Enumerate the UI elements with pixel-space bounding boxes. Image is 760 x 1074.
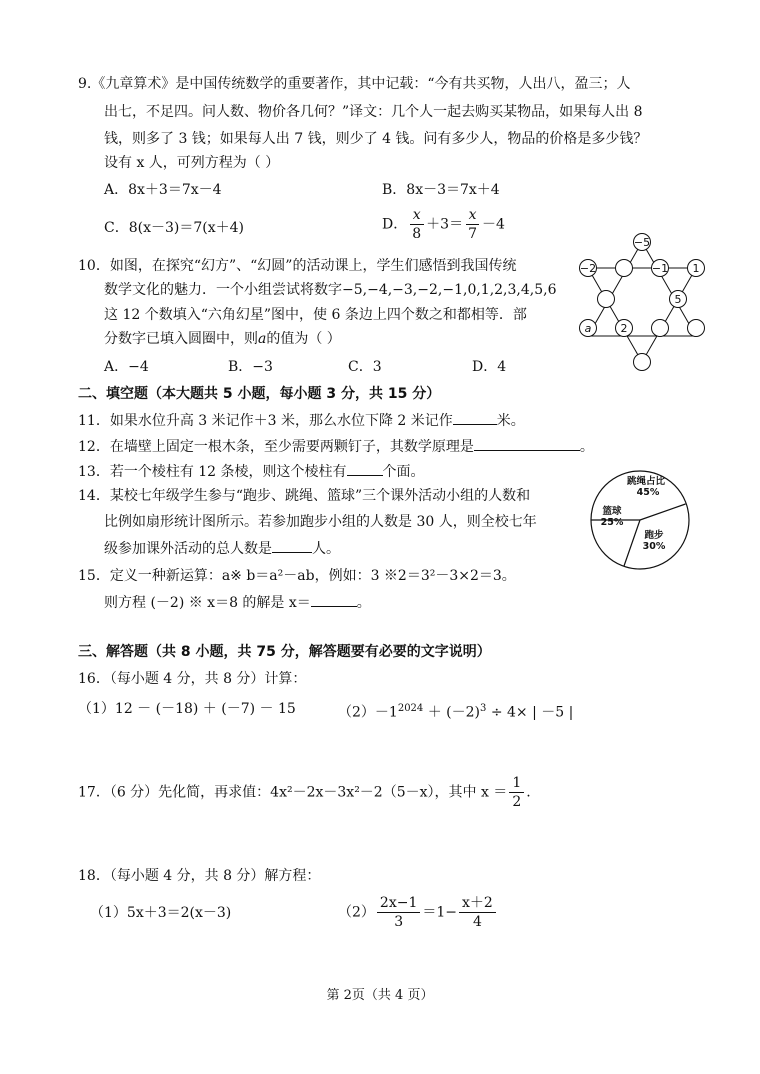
q9-line3: 钱，则多了 3 钱；如果每人出 7 钱，则少了 4 钱。问有多少人，物品的价格是多少钱？ <box>104 131 648 147</box>
fraction <box>509 774 524 811</box>
q14-line3 <box>104 538 340 559</box>
triangle-down <box>588 268 696 362</box>
text: 。 <box>356 595 371 611</box>
q15-line2 <box>104 592 371 613</box>
answer-blank[interactable] <box>474 436 580 451</box>
q10-option-b: B．−3 <box>228 359 273 375</box>
section3-heading: 三、解答题（共 8 小题，共 75 分，解答题要有必要的文字说明） <box>78 644 491 660</box>
numerator: 2x−1 <box>377 894 420 913</box>
text: ÷ 4× | －5 | <box>486 704 574 721</box>
text: 11．如果水位升高 3 米记作＋3 米，那么水位下降 2 米记作 <box>78 413 453 429</box>
text: （2）－1 <box>338 704 398 721</box>
pie-label-jumprope: 跳绳占比 <box>626 476 666 487</box>
q10-line3: 这 12 个数填入“六角幻星”图中，使 6 条边上四个数之和都相等．部 <box>104 307 527 323</box>
answer-blank[interactable] <box>311 592 357 607</box>
text: 的值为（ ） <box>266 331 341 347</box>
q9-option-d <box>382 206 505 243</box>
text: 。 <box>579 439 594 455</box>
pie-label-running: 跑步 <box>644 530 664 541</box>
text: 12．在墙壁上固定一根木条，至少需要两颗钉子，其数学原理是 <box>78 439 474 455</box>
star-label-mid: −1 <box>651 262 669 275</box>
numerator: x <box>468 207 477 223</box>
answer-blank[interactable] <box>453 410 497 425</box>
answer-blank[interactable] <box>347 461 383 476</box>
circle <box>616 260 633 277</box>
q10-option-a: A．−4 <box>104 359 149 375</box>
star-label-left: −2 <box>579 262 597 275</box>
q12 <box>78 436 594 457</box>
denominator: 3 <box>394 914 404 930</box>
denominator: 7 <box>468 226 477 242</box>
star-label-two: 2 <box>620 322 628 335</box>
q9-line4: 设有 x 人，可列方程为（ ） <box>104 155 280 171</box>
q9-option-c: C．8(x－3)＝7(x＋4) <box>104 220 244 236</box>
denominator: 8 <box>412 226 422 242</box>
page-number: 第 2页（共 4 页） <box>326 988 434 1003</box>
circle <box>598 291 615 308</box>
exponent: 2024 <box>397 703 424 714</box>
pie-value-running: 30% <box>642 541 666 552</box>
exponent: 3 <box>480 703 487 714</box>
numerator: x <box>412 207 421 223</box>
text: ＋ (－2) <box>423 704 481 721</box>
q13 <box>78 461 425 482</box>
text: 则方程 (－2) ※ x＝8 的解是 x＝ <box>104 595 311 611</box>
answer-blank[interactable] <box>272 538 312 553</box>
circle-bottom <box>634 354 651 371</box>
text: 米。 <box>496 413 525 429</box>
q16-heading: 16．（每小题 4 分，共 8 分）计算： <box>78 671 307 687</box>
fraction <box>465 206 480 243</box>
q14-line2: 比例如扇形统计图所示。若参加跑步小组的人数是 30 人，则全校七年 <box>104 514 537 530</box>
text: 人。 <box>312 541 340 557</box>
q11 <box>78 410 525 431</box>
q18-part1: （1）5x＋3＝2(x－3) <box>90 905 232 921</box>
q9-line1: 9.《九章算术》是中国传统数学的重要著作，其中记载：“今有共买物，人出八，盈三；人 <box>78 76 631 92</box>
q10-option-d: D．4 <box>472 359 507 375</box>
text: 级参加课外活动的总人数是 <box>104 541 272 557</box>
q18-heading: 18．（每小题 4 分，共 8 分）解方程： <box>78 868 321 884</box>
pie-label-basketball: 篮球 <box>602 506 622 517</box>
triangle-up <box>588 242 696 336</box>
text: 13．若一个棱柱有 12 条棱，则这个棱柱有 <box>78 464 347 480</box>
q9-option-d-label: D． <box>382 216 408 233</box>
q10-option-c: C．3 <box>348 359 382 375</box>
q10-line4 <box>104 329 341 349</box>
text: 个面。 <box>382 464 425 480</box>
expr-part: ＋3＝ <box>426 216 464 233</box>
text: . <box>526 784 531 801</box>
q17 <box>78 774 531 811</box>
q18-part2 <box>338 894 498 931</box>
fraction <box>409 206 424 243</box>
numerator: x＋2 <box>459 894 496 913</box>
q16-part2 <box>338 699 573 723</box>
denominator: 2 <box>512 794 522 810</box>
q15-line1: 15．定义一种新运算：a※ b＝a²－ab，例如：3 ※2＝3²－3×2＝3。 <box>78 568 516 584</box>
pie-value-jumprope: 45% <box>636 487 660 498</box>
text: 分数字已填入圆圈中，则 <box>104 331 258 347</box>
fraction <box>459 894 496 931</box>
section2-heading: 二、填空题（本大题共 5 小题，每小题 3 分，共 15 分） <box>78 386 441 402</box>
circle <box>652 320 669 337</box>
q10-line1: 10．如图，在探究“幻方”、“幻圆”的活动课上，学生们感悟到我国传统 <box>78 258 517 274</box>
star-label-five: 5 <box>674 293 682 306</box>
star-label-top: −5 <box>633 236 651 249</box>
variable-a: a <box>258 331 267 347</box>
q14-line1: 14．某校七年级学生参与“跑步、跳绳、篮球”三个课外活动小组的人数和 <box>78 488 531 504</box>
q9-option-b: B．8x－3＝7x＋4 <box>382 182 500 198</box>
text: （2） <box>338 904 375 921</box>
hexagram-figure <box>578 228 708 376</box>
text: 17．（6 分）先化简，再求值：4x²－2x－3x²－2（5－x），其中 x ＝ <box>78 784 508 801</box>
circle <box>688 320 705 337</box>
pie-chart <box>588 468 692 572</box>
pie-value-basketball: 25% <box>600 517 624 528</box>
expr-part: －4 <box>482 216 505 233</box>
numerator: 1 <box>509 774 524 793</box>
star-label-a: a <box>584 322 592 335</box>
q9-option-a: A．8x＋3＝7x－4 <box>104 182 222 198</box>
denominator: 4 <box>472 914 482 930</box>
q16-part1: （1）12 － (－18) ＋ (－7) － 15 <box>78 701 296 717</box>
q10-line2: 数学文化的魅力．一个小组尝试将数字−5,−4,−3,−2,−1,0,1,2,3,4,5,6 <box>104 282 557 298</box>
q9-line2: 出七，不足四。问人数、物价各几何？”译文：几个人一起去购买某物品，如果每人出 8 <box>104 104 643 120</box>
fraction <box>377 894 420 931</box>
star-label-right: 1 <box>692 262 700 275</box>
text: ＝1− <box>422 904 458 921</box>
